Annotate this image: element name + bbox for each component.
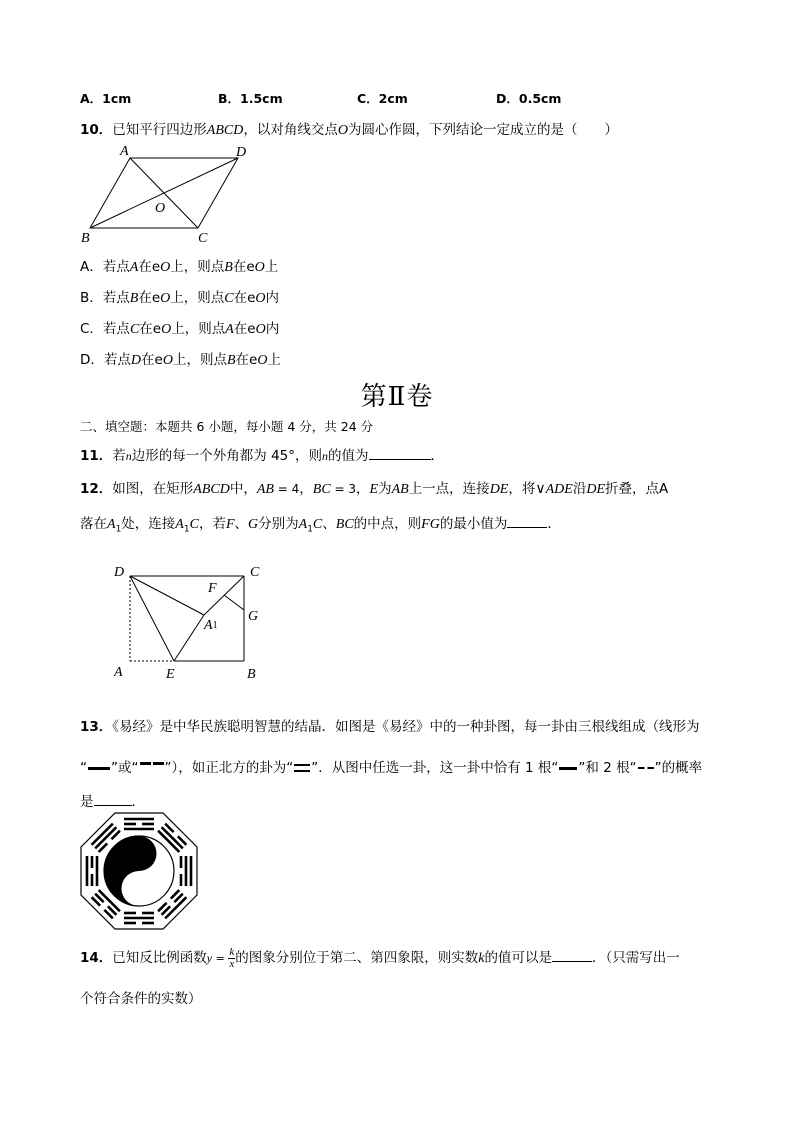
q13-line3: 是 ． [80,794,145,810]
q14-line2: 个符合条件的实数） [80,991,202,1007]
q11-answer-blank[interactable] [369,447,431,460]
segment-da1 [130,576,204,615]
q10-center: O [337,123,348,138]
q12-rectangle-figure [108,558,278,682]
q13-answer-blank[interactable] [94,793,132,806]
section-title: 第Ⅱ卷 [360,382,434,412]
q12-number: 12． [80,481,113,497]
q12-line2: 落在$A_1$处，连接$A_1C$，若F、G分别为$A_1C$、BC的中点，则FG的最小值为 ． [80,516,561,535]
q10-parallelogram-figure [78,140,268,250]
q9-option-b: B．1.5cm [218,91,283,106]
q10-text-b: ，以对角线交点 [243,122,338,138]
q13-number: 13． [80,719,113,735]
q11-number: 11． [80,448,113,464]
q10-shape: ABCD [206,123,244,138]
q14-answer-blank[interactable] [552,949,592,962]
fold-de [130,576,174,661]
solid-line-glyph-2 [559,767,577,770]
q13-line2: “ ”或“ ”），如正北方的卦为“ ”．从图中任选一卦，这一卦中恰有 1 根“ ”和 2 根“ ”的概率 [80,760,703,776]
q10-stem [80,118,618,139]
yin-yang-icon [104,836,174,906]
fig12-label-f: F [208,581,217,596]
solid-line-glyph [88,767,110,770]
kan-trigram-glyph [294,764,310,772]
q10-option-b: B．若点B在eO上，则点C在eO内 [80,290,280,306]
q10-number: 10． [80,122,113,138]
fig10-label-d: D [236,145,247,160]
q10-option-c: C．若点C在eO上，则点A在eO内 [80,321,280,337]
q9-option-c: C．2cm [357,91,408,106]
q14-line1: 14．已知反比例函数y = $\frac{k}{x}$ 的图象分别位于第二、第四象限，则实数k的值可以是 ．（只需写出一 [80,945,680,970]
fig12-label-e: E [166,667,175,682]
segment-a1e [174,615,204,661]
fig10-label-c: C [198,231,208,246]
q10-option-d: D．若点D在eO上，则点B在eO上 [80,352,281,368]
q12-line1: 12．如图，在矩形ABCD中，AB = 4，BC = 3，E为AB上一点，连接DE，将∨ADE沿DE折叠，点A [80,481,669,497]
q13-line1: 13．《易经》是中华民族聪明智慧的结晶．如图是《易经》中的一种卦图，每一卦由三根线组成（线形为 [80,719,700,735]
q12-answer-blank[interactable] [507,515,547,528]
q9-option-d: D．0.5cm [496,91,562,106]
bagua-diagram [80,812,198,930]
broken-line-glyph-2 [638,767,654,769]
broken-line-glyph [140,762,164,765]
fig12-label-a: A [114,665,123,680]
fig10-label-a: A [120,144,129,159]
fig12-label-a1: A1 [204,618,218,633]
q14-number: 14． [80,950,113,966]
q10-text-a: 已知平行四边形 [112,122,207,138]
segment-fg [224,595,244,610]
q9-option-a: A．1cm [80,91,132,106]
fig12-label-b: B [247,667,256,682]
fig12-label-d: D [114,565,125,580]
q14-fraction: $\frac{k}{x}$ [229,945,235,970]
fig10-label-o: O [155,201,166,216]
fig12-label-c: C [250,565,260,580]
q10-text-c: 为圆心作圆，下列结论一定成立的是（ ） [347,122,618,138]
section-heading: 二、填空题：本题共 6 小题，每小题 4 分，共 24 分 [80,419,374,434]
q11-stem: 11．若n边形的每一个外角都为 45°，则n的值为 ． [80,448,445,464]
fig10-label-b: B [81,231,90,246]
fig12-label-g: G [248,609,259,624]
diagonal-bd [90,158,238,228]
q10-option-a: A．若点A在eO上，则点B在eO上 [80,259,279,275]
